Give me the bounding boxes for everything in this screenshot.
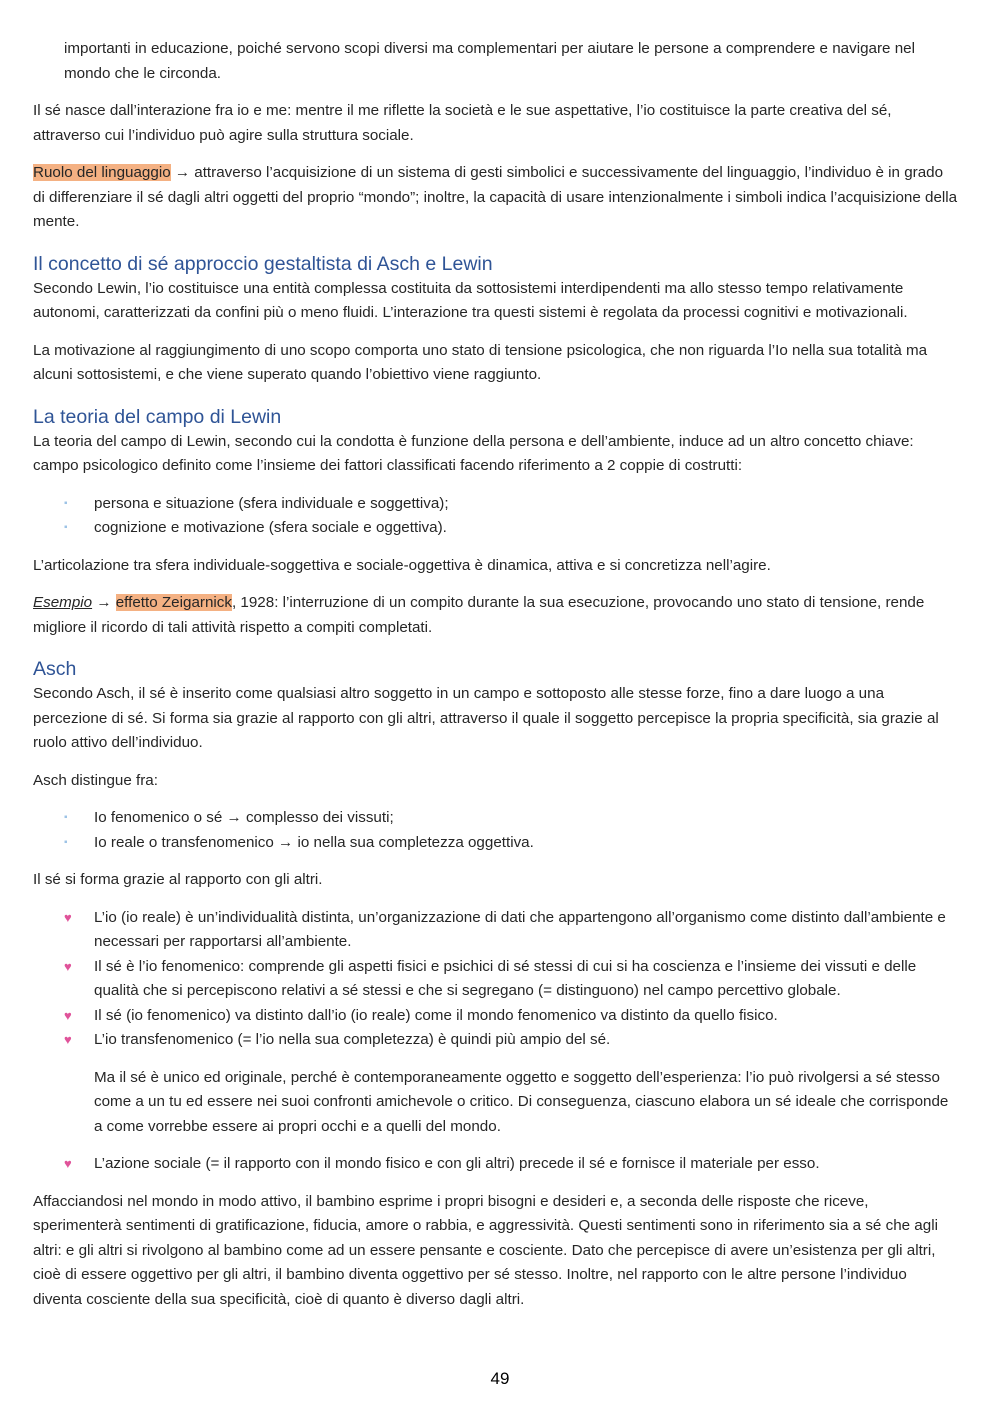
paragraph-bambino: Affacciandosi nel mondo in modo attivo, il bambino esprime i propri bisogni e desideri e, a seconda delle risposte che riceve, sperimenterà sentimenti di gratificazione, fiducia, amore o rabbia, e aggressività. Questi sentimenti sono in riferimento sia a sé che agli altri: e gli altri si rivolgono al bambino come ad un essere pensante e cosciente. Dato che percepisce di avere un’esistenza per gli altri, cioè di essere oggettivo per gli altri, il bambino diventa oggettivo per sé stesso. Inoltre, nel rapporto con le altre persone l’individuo diventa cosciente della sua specificità, cioè di quanto è diverso dagli altri. [33,1192,938,1308]
highlight-effetto-zeigarnick: effetto Zeigarnick [115,594,232,611]
square-bullet-icon: ▪ [64,497,68,509]
list-item: ♥ L’azione sociale (= il rapporto con il mondo fisico e con gli altri) precede il sé e fornisce il materiale per esso. [33,1152,959,1177]
paragraph-asch-distingue: Asch distingue fra: [33,771,158,789]
list-item: ▪ Io reale o transfenomenico → io nella sua completezza oggettiva. [33,831,959,856]
heart-bullet-icon: ♥ [64,958,72,974]
list-item: ♥ Il sé (io fenomenico) va distinto dall’io (io reale) come il mondo fenomenico va distinto da quello fisico. [33,1004,959,1029]
heart-bullet-icon: ♥ [64,909,72,925]
list-item: ▪ Io fenomenico o sé → complesso dei vissuti; [33,806,959,831]
heart-bullet-icon: ♥ [64,1032,72,1047]
paragraph-io-me: Il sé nasce dall’interazione fra io e me: mentre il me riflette la società e le sue aspettative, l’io costituisce la parte creativa del sé, attraverso cui l’individuo può agire sulla struttura sociale. [33,102,892,144]
highlight-ruolo-linguaggio: Ruolo del linguaggio [33,164,171,181]
list-item: ♥ L’io (io reale) è un’individualità distinta, un’organizzazione di dati che appartengono all’organismo come distinto dall’ambiente e necessari per rapportarsi all’ambiente. [33,906,959,955]
list-item: ▪ persona e situazione (sfera individuale e soggettiva); [33,492,959,517]
heading-teoria-campo: La teoria del campo di Lewin [33,405,282,428]
paragraph-esempio: Esempio → effetto Zeigarnick, 1928: l’interruzione di un compito durante la sua esecuzione, provocando uno stato di tensione, rende migliore il ricordo di tali attività rispetto a compiti completati. [33,594,925,636]
paragraph-linguaggio [33,161,959,235]
heading-concetto-di-se: Il concetto di sé approccio gestaltista di Asch e Lewin [33,252,493,275]
list-costrutti [33,492,959,541]
continuation-paragraph: importanti in educazione, poiché servono scopi diversi ma complementari per aiutare le persone a comprendere e navigare nel mondo che le circonda. [64,40,915,82]
list-hearts [33,906,959,1053]
paragraph-asch: Secondo Asch, il sé è inserito come qualsiasi altro soggetto in un campo e sottoposto alle stesse forze, fino a dare luogo a una percezione di sé. Si forma sia grazie al rapporto con gli altri, attraverso il quale il soggetto percepisce la propria specificità, sia grazie al ruolo attivo dell’individuo. [33,685,939,751]
list-item: ♥ Il sé è l’io fenomenico: comprende gli aspetti fisici e psichici di sé stessi di cui si ha coscienza e l’insieme dei vissuti e delle qualità che si percepiscono relativi a sé stessi e che si segregano (= distinguono) nel campo percettivo globale. [33,955,959,1004]
page-number: 49 [490,1369,510,1388]
square-bullet-icon: ▪ [64,836,68,848]
list-io [33,806,959,855]
heading-asch: Asch [33,658,77,680]
example-label: Esempio [33,594,93,611]
paragraph-teoria-campo: La teoria del campo di Lewin, secondo cui la condotta è funzione della persona e dell’ambiente, induce ad un altro concetto chiave: campo psicologico definito come l’insieme dei fattori classificati facendo riferimento a 2 coppie di costrutti: [33,432,914,474]
list-hearts-last [33,1152,959,1177]
list-item: ♥ L’io transfenomenico (= l’io nella sua completezza) è quindi più ampio del sé. [33,1028,959,1053]
paragraph-lewin-io: Secondo Lewin, l’io costituisce una entità complessa costituita da sottosistemi interdipendenti ma allo stesso tempo relativamente autonomi, caratterizzati da confini più o meno fluidi. L’interazione tra questi sistemi è regolata da processi cognitivi e motivazionali. [33,279,908,321]
paragraph-articolazione: L’articolazione tra sfera individuale-soggettiva e sociale-oggettiva è dinamica, attiva e si concretizza nell’agire. [33,556,771,574]
paragraph-se-unico: Ma il sé è unico ed originale, perché è contemporaneamente oggetto e soggetto dell’esperienza: l’io può rivolgersi a sé stesso come a un tu ed essere nei suoi confronti amichevole o critico. Di conseguenza, ciascuno elabora un sé ideale che corrisponde a come vorrebbe essere ai propri occhi e a quelli del mondo. [94,1068,949,1135]
heart-bullet-icon: ♥ [64,1007,72,1023]
square-bullet-icon: ▪ [64,522,68,533]
document-page [33,37,959,1325]
paragraph-se-forma: Il sé si forma grazie al rapporto con gli altri. [33,871,323,888]
heart-bullet-icon: ♥ [64,1156,72,1171]
paragraph-linguaggio-text: → attraverso l’acquisizione di un sistema di gesti simbolici e successivamente del linguaggio, l’individuo è in grado di differenziare il sé dagli altri oggetti del proprio “mondo”; inoltre, la capacità di usare intenzionalmente i simboli indica l’acquisizione della mente. [33,164,958,230]
square-bullet-icon: ▪ [64,812,68,823]
list-item: ▪ cognizione e motivazione (sfera sociale e oggettiva). [33,516,959,541]
paragraph-motivazione: La motivazione al raggiungimento di uno scopo comporta uno stato di tensione psicologica, che non riguarda l’Io nella sua totalità ma alcuni sottosistemi, e che viene superato quando l’obiettivo viene raggiunto. [33,341,928,383]
